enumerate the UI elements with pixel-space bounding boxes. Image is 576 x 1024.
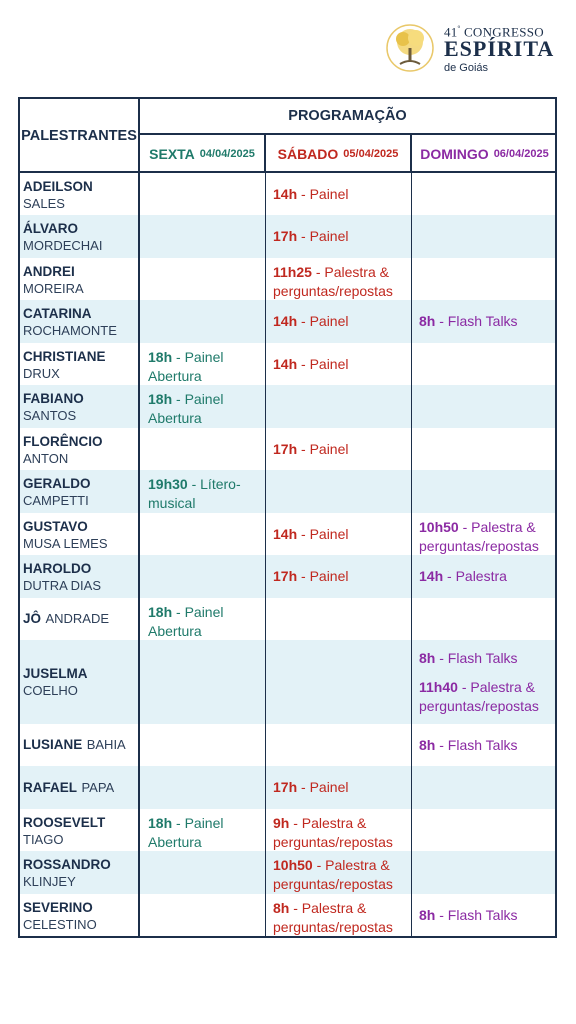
saturday-event (273, 778, 411, 797)
friday-cell (140, 470, 266, 513)
event-time: 17h (273, 779, 298, 795)
friday-cell (140, 640, 266, 724)
table-row (20, 173, 555, 215)
sunday-event (419, 312, 557, 331)
friday-cell (140, 428, 266, 470)
logo-congress-line: $41^º$ CONGRESSO (444, 24, 544, 40)
speaker-cell (20, 555, 140, 598)
event-description: - Painel Abertura (148, 815, 224, 850)
saturday-cell (266, 470, 412, 513)
sunday-cell (412, 300, 557, 343)
table-row (20, 851, 555, 894)
table-row (20, 215, 555, 258)
event-description: - Flash Talks (435, 737, 518, 753)
saturday-event (273, 567, 411, 586)
event-description: - Painel Abertura (148, 391, 224, 426)
event-description: - Painel (297, 186, 349, 202)
speaker-first-name: CATARINA (23, 306, 92, 321)
saturday-cell (266, 428, 412, 470)
friday-cell (140, 215, 266, 258)
sunday-cell (412, 173, 557, 215)
schedule-table (18, 97, 557, 938)
event-time: 14h (273, 526, 298, 542)
speaker-last-name: MUSA LEMES (23, 536, 108, 551)
event-time: 17h (273, 568, 298, 584)
speaker-cell (20, 894, 140, 936)
table-row (20, 640, 555, 724)
sunday-cell (412, 766, 557, 809)
event-description: - Painel (297, 228, 349, 244)
table-row (20, 555, 555, 598)
saturday-cell (266, 894, 412, 936)
speaker-last-name: ANTON (23, 451, 69, 466)
sunday-event (419, 906, 557, 925)
event-time: 11h40 (419, 679, 458, 695)
table-row (20, 385, 555, 428)
speaker-first-name: HAROLDO (23, 561, 92, 576)
saturday-event (273, 814, 411, 852)
friday-cell (140, 555, 266, 598)
event-description: - Palestra & perguntas/repostas (419, 679, 539, 714)
speaker-cell (20, 300, 140, 343)
event-description: - Painel (297, 356, 349, 372)
speaker-cell (20, 470, 140, 513)
friday-event (148, 603, 265, 641)
speaker-first-name: CHRISTIANE (23, 349, 106, 364)
saturday-event (273, 355, 411, 374)
speaker-last-name: MOREIRA (23, 281, 84, 296)
event-time: 18h (148, 604, 173, 620)
speaker-rows (20, 173, 555, 936)
event-description: - Painel (297, 526, 349, 542)
speaker-first-name: FLORÊNCIO (23, 434, 103, 449)
logo-name: ESPÍRITA (444, 36, 555, 61)
table-row (20, 470, 555, 513)
sunday-event (419, 567, 557, 586)
speaker-first-name: ROSSANDRO (23, 857, 111, 872)
saturday-cell (266, 851, 412, 894)
sunday-cell (412, 215, 557, 258)
speaker-cell (20, 343, 140, 385)
saturday-cell (266, 598, 412, 640)
speaker-cell (20, 173, 140, 215)
saturday-event (273, 525, 411, 544)
sunday-cell (412, 470, 557, 513)
saturday-event (273, 263, 411, 301)
event-description: - Painel Abertura (148, 349, 224, 384)
speaker-cell (20, 428, 140, 470)
friday-cell (140, 513, 266, 555)
event-time: 19h30 (148, 476, 188, 492)
event-description: - Palestra & perguntas/repostas (273, 264, 393, 299)
event-description: - Palestra & perguntas/repostas (273, 815, 393, 850)
speaker-cell (20, 724, 140, 766)
saturday-cell (266, 724, 412, 766)
table-row (20, 258, 555, 300)
friday-cell (140, 851, 266, 894)
event-description: - Palestra & perguntas/repostas (419, 519, 539, 554)
friday-cell (140, 598, 266, 640)
speaker-cell (20, 851, 140, 894)
event-time: 18h (148, 815, 173, 831)
speaker-last-name: ANDRADE (45, 611, 110, 626)
sunday-cell (412, 894, 557, 936)
saturday-cell (266, 766, 412, 809)
sunday-event (419, 518, 557, 556)
event-description: - Palestra & perguntas/repostas (273, 900, 393, 935)
speaker-cell (20, 809, 140, 851)
speaker-first-name: GUSTAVO (23, 519, 88, 534)
event-time: 8h (419, 737, 436, 753)
speaker-last-name: CELESTINO (23, 917, 97, 932)
sunday-cell (412, 724, 557, 766)
table-row (20, 724, 555, 766)
saturday-event (273, 227, 411, 246)
friday-event (148, 814, 265, 852)
table-row (20, 766, 555, 809)
day-name: SÁBADO (277, 145, 339, 162)
table-row (20, 894, 555, 936)
event-description: - Flash Talks (435, 650, 518, 666)
event-time: 17h (273, 441, 298, 457)
event-time: 11h25 (273, 264, 312, 280)
speaker-first-name: ADEILSON (23, 179, 93, 194)
friday-event (148, 390, 265, 428)
speakers-header: PALESTRANTES (20, 99, 140, 172)
event-time: 18h (148, 349, 173, 365)
speaker-first-name: ANDREI (23, 264, 75, 279)
saturday-cell (266, 385, 412, 428)
sunday-event (419, 678, 553, 716)
friday-cell (140, 809, 266, 851)
sunday-cell (412, 851, 557, 894)
speaker-last-name: ROCHAMONTE (23, 323, 117, 338)
speaker-last-name: KLINJEY (23, 874, 76, 889)
friday-cell (140, 343, 266, 385)
saturday-cell (266, 343, 412, 385)
program-header: PROGRAMAÇÃO (140, 99, 555, 135)
event-description: - Palestra (443, 568, 507, 584)
event-description: - Lítero-musical (148, 476, 241, 511)
friday-event (148, 348, 265, 386)
event-time: 10h50 (273, 857, 313, 873)
saturday-cell (266, 173, 412, 215)
speaker-last-name: BAHIA (86, 737, 126, 752)
day-name: SEXTA (149, 145, 195, 162)
event-description: - Painel (297, 779, 349, 795)
speaker-cell (20, 215, 140, 258)
event-description: - Painel (297, 568, 349, 584)
event-time: 14h (273, 313, 298, 329)
event-description: - Painel (297, 313, 349, 329)
saturday-cell (266, 258, 412, 300)
event-description: - Painel Abertura (148, 604, 224, 639)
friday-cell (140, 894, 266, 936)
friday-cell (140, 300, 266, 343)
sunday-cell (412, 513, 557, 555)
sunday-cell (412, 555, 557, 598)
table-row (20, 428, 555, 470)
table-row (20, 513, 555, 555)
sunday-event (419, 649, 553, 668)
day-header-sunday (412, 135, 557, 172)
saturday-event (273, 440, 411, 459)
event-time: 14h (273, 186, 298, 202)
speaker-last-name: DRUX (23, 366, 60, 381)
friday-cell (140, 766, 266, 809)
congress-logo (386, 22, 556, 78)
event-time: 8h (419, 313, 436, 329)
saturday-cell (266, 513, 412, 555)
sunday-cell (412, 640, 557, 724)
speaker-first-name: SEVERINO (23, 900, 93, 915)
sunday-cell (412, 598, 557, 640)
friday-cell (140, 258, 266, 300)
table-row (20, 809, 555, 851)
event-description: - Flash Talks (435, 907, 518, 923)
day-date: 05/04/2025 (343, 147, 399, 160)
logo-place: de Goiás (444, 62, 489, 74)
speaker-cell (20, 598, 140, 640)
day-header-saturday (266, 135, 412, 172)
speaker-first-name: FABIANO (23, 391, 84, 406)
speaker-first-name: ÁLVARO (23, 221, 78, 236)
speaker-cell (20, 640, 140, 724)
saturday-cell (266, 215, 412, 258)
speaker-last-name: COELHO (23, 683, 78, 698)
day-date: 06/04/2025 (493, 147, 549, 160)
sunday-cell (412, 385, 557, 428)
event-description: - Palestra & perguntas/repostas (273, 857, 393, 892)
event-time: 18h (148, 391, 173, 407)
table-row (20, 598, 555, 640)
speaker-last-name: DUTRA DIAS (23, 578, 102, 593)
speaker-first-name: GERALDO (23, 476, 91, 491)
event-time: 10h50 (419, 519, 459, 535)
event-time: 9h (273, 815, 290, 831)
sunday-cell (412, 428, 557, 470)
day-header-friday (140, 135, 266, 172)
saturday-cell (266, 640, 412, 724)
friday-cell (140, 385, 266, 428)
event-time: 14h (273, 356, 298, 372)
tree-logo-icon (386, 22, 438, 74)
event-time: 8h (273, 900, 290, 916)
speaker-cell (20, 513, 140, 555)
speaker-first-name: LUSIANE (23, 737, 83, 752)
day-name: DOMINGO (420, 145, 489, 162)
speaker-last-name: CAMPETTI (23, 493, 89, 508)
speaker-cell (20, 258, 140, 300)
speaker-first-name: JÔ (23, 611, 42, 626)
sunday-cell (412, 258, 557, 300)
sunday-event (419, 736, 557, 755)
saturday-event (273, 312, 411, 331)
event-time: 17h (273, 228, 298, 244)
saturday-event (273, 856, 411, 894)
speaker-last-name: SALES (23, 196, 65, 211)
friday-event (148, 475, 265, 513)
speaker-cell (20, 766, 140, 809)
sunday-cell (412, 809, 557, 851)
speaker-last-name: TIAGO (23, 832, 64, 847)
friday-cell (140, 724, 266, 766)
saturday-cell (266, 300, 412, 343)
table-row (20, 343, 555, 385)
saturday-cell (266, 555, 412, 598)
speaker-cell (20, 385, 140, 428)
friday-cell (140, 173, 266, 215)
speaker-first-name: RAFAEL (23, 779, 77, 795)
event-time: 14h (419, 568, 444, 584)
day-date: 04/04/2025 (199, 147, 255, 160)
sunday-cell (412, 343, 557, 385)
saturday-event (273, 899, 411, 937)
saturday-cell (266, 809, 412, 851)
table-row (20, 300, 555, 343)
saturday-event (273, 185, 411, 204)
speaker-first-name: JUSELMA (23, 666, 88, 681)
speaker-last-name: PAPA (81, 779, 115, 795)
event-description: - Painel (297, 441, 349, 457)
event-description: - Flash Talks (435, 313, 518, 329)
event-time: 8h (419, 907, 436, 923)
speaker-last-name: MORDECHAI (23, 238, 103, 253)
speaker-last-name: SANTOS (23, 408, 77, 423)
event-time: 8h (419, 650, 436, 666)
speaker-first-name: ROOSEVELT (23, 815, 106, 830)
